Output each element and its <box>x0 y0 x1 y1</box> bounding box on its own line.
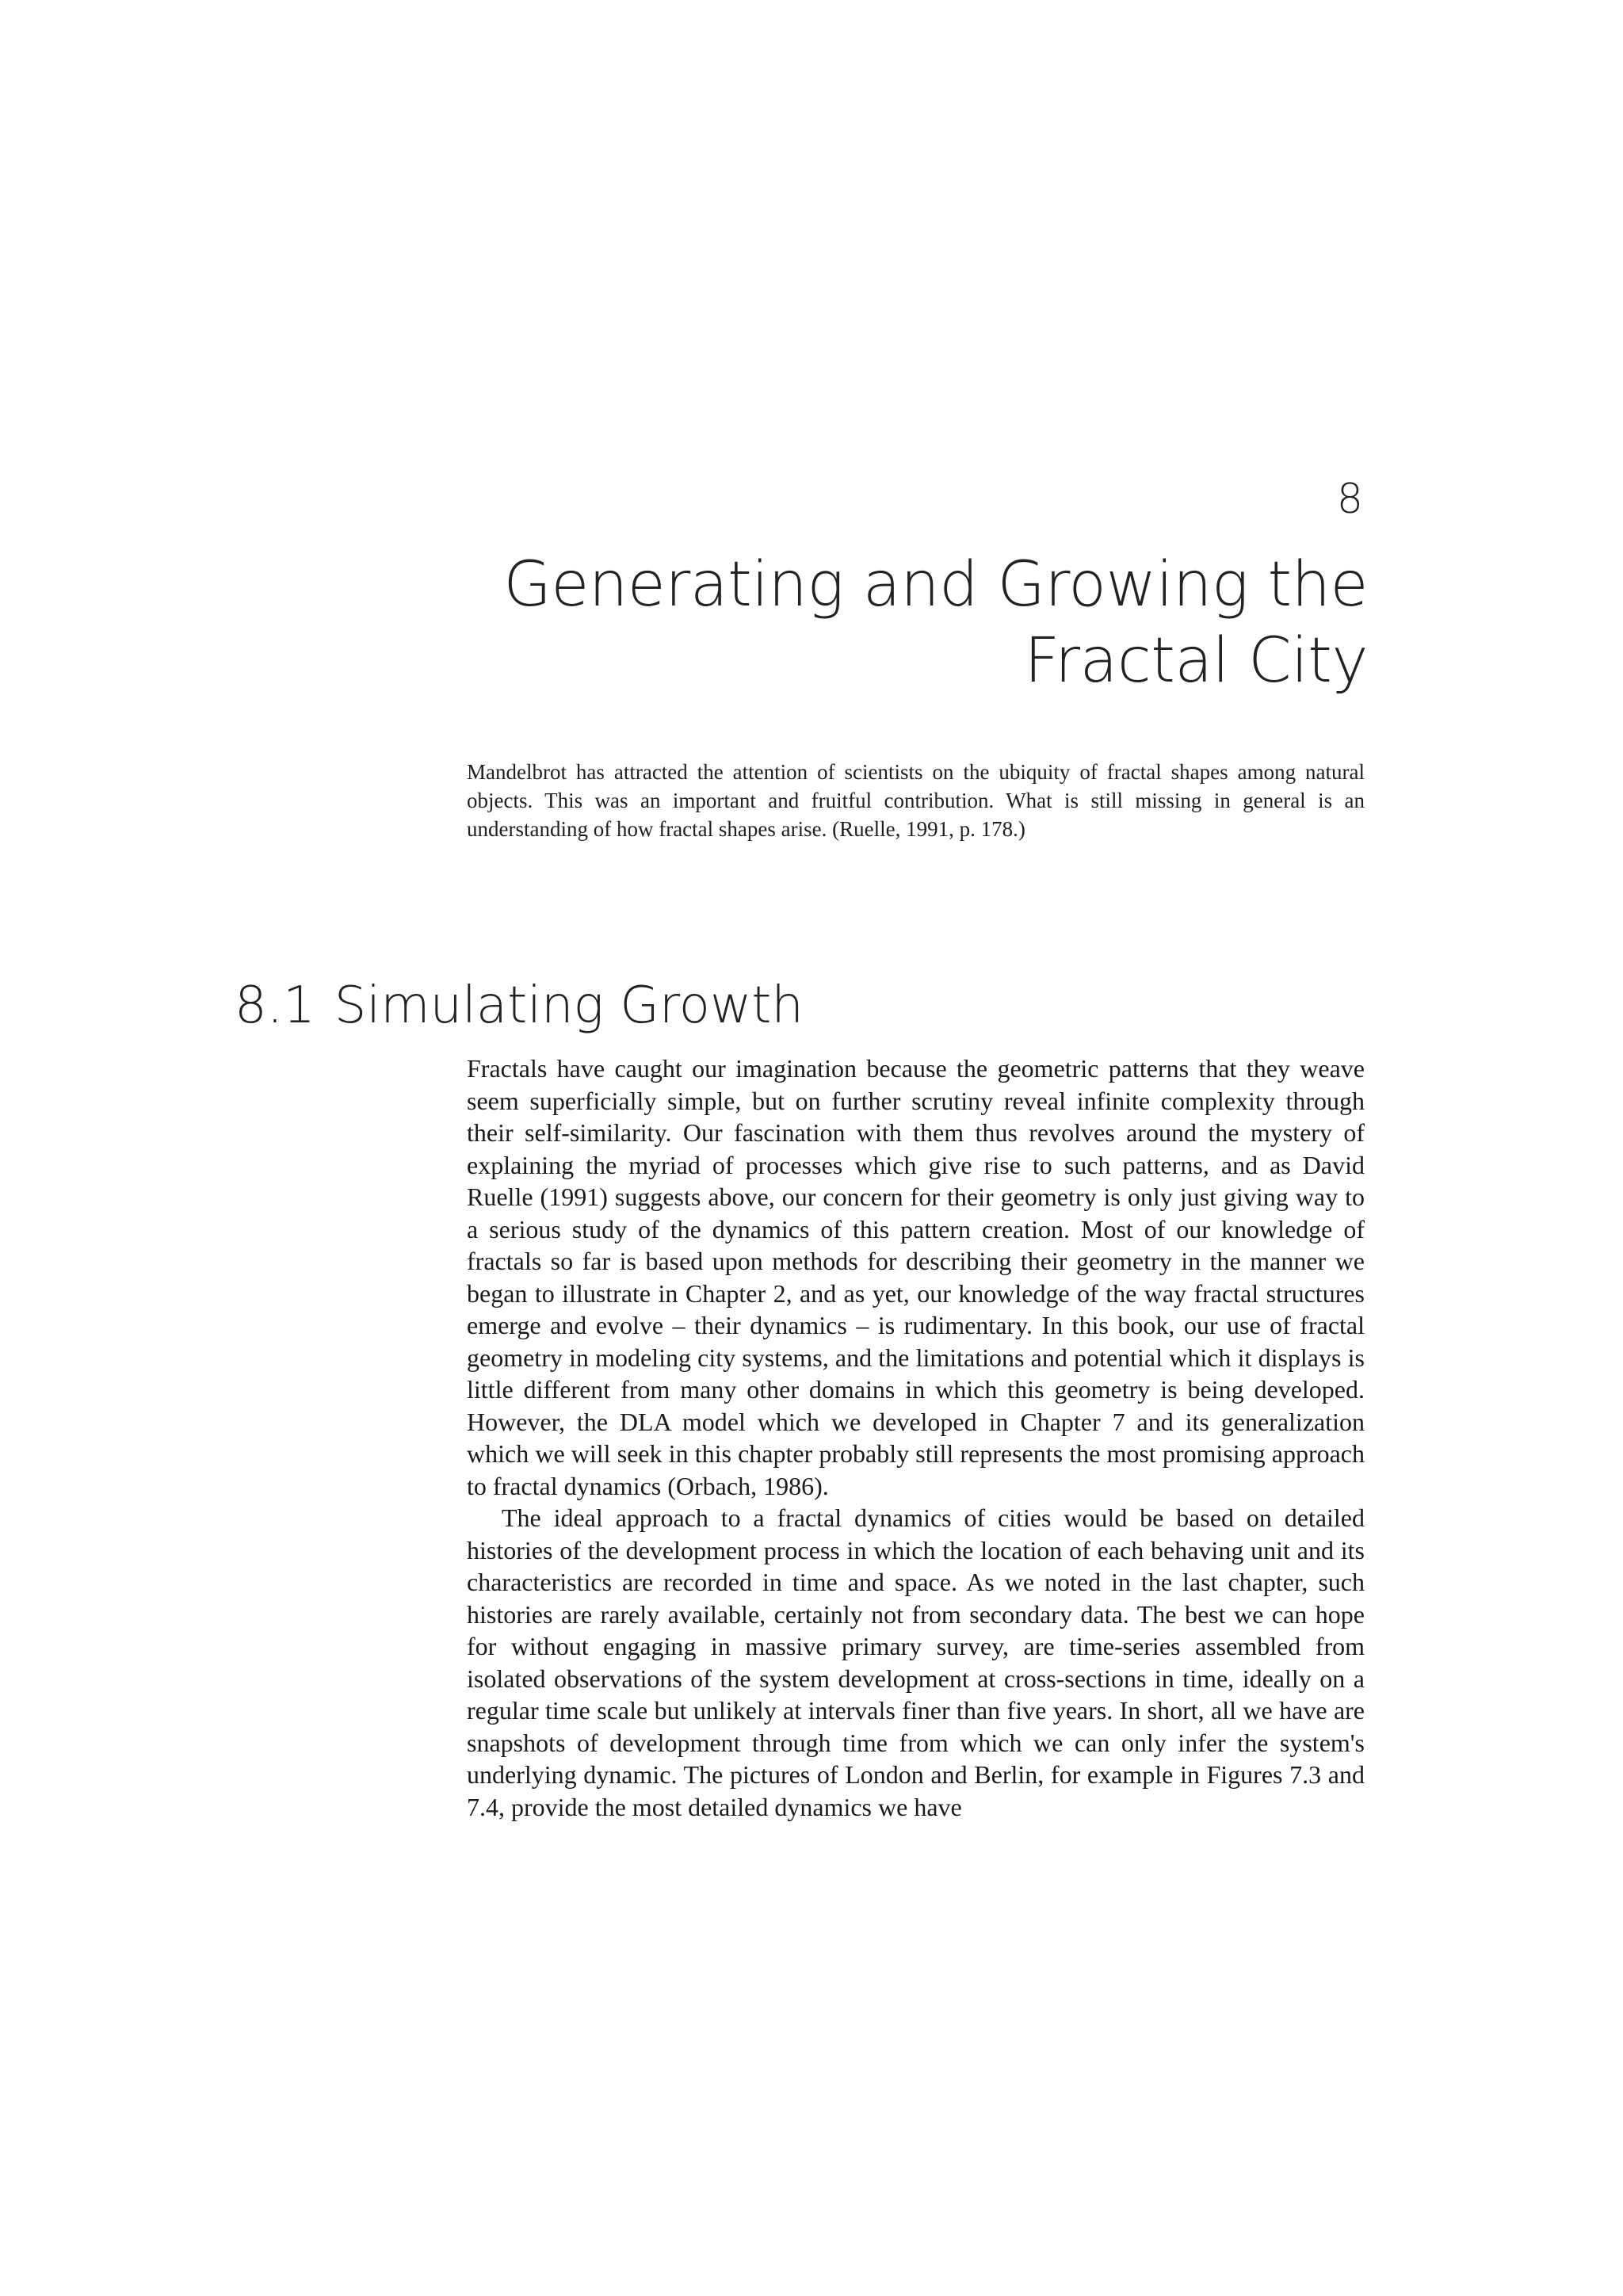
epigraph-quote: Mandelbrot has attracted the attention of scientists on the ubiquity of fractal shapes among natural objects. This was an important and fruitful contribution. What is still missing in general is an understanding of how fractal shapes arise. (Ruelle, 1991, p. 178.) <box>467 760 1365 841</box>
section-title: Simulating Growth <box>334 976 804 1035</box>
section-heading <box>235 976 804 1035</box>
chapter-title-line-2: Fractal City <box>1024 625 1368 697</box>
paragraph: The ideal approach to a fractal dynamics of cities would be based on detailed histories of the development process in which the location of each behaving unit and its characteristics are recorded in time and space. As we noted in the last chapter, such histories are rarely available, certainly not from secondary data. The best we can hope for without engaging in massive primary survey, are time-series assembled from isolated observations of the system development at cross-sections in time, ideally on a regular time scale but unlikely at intervals finer than five years. In short, all we have are snapshots of development through time from which we can only infer the system's underlying dynamic. The pictures of London and Berlin, for example in Figures 7.3 and 7.4, provide the most detailed dynamics we have <box>467 1503 1365 1821</box>
section-number: 8.1 <box>235 976 315 1035</box>
chapter-title <box>503 547 1368 699</box>
body-text <box>467 1052 1365 1823</box>
paragraph: Fractals have caught our imagination because the geometric patterns that they weave seem superficially simple, but on further scrutiny reveal infinite complexity through their self-similarity. Our fascination with them thus revolves around the mystery of explaining the myriad of processes which give rise to such patterns, and as David Ruelle (1991) suggests above, our concern for their geometry is only just giving way to a serious study of the dynamics of this pattern creation. Most of our knowledge of fractals so far is based upon methods for describing their geometry in the manner we began to illustrate in Chapter 2, and as yet, our knowledge of the way fractal structures emerge and evolve – their dynamics – is rudimentary. In this book, our use of fractal geometry in modeling city systems, and the limitations and potential which it displays is little different from many other domains in which this geometry is being developed. However, the DLA model which we developed in Chapter 7 and its generalization which we will seek in this chapter probably still represents the most promising approach to fractal dynamics (Orbach, 1986). <box>467 1054 1365 1500</box>
chapter-title-line-1: Generating and Growing the <box>503 549 1368 621</box>
chapter-number: 8 <box>1336 476 1363 523</box>
